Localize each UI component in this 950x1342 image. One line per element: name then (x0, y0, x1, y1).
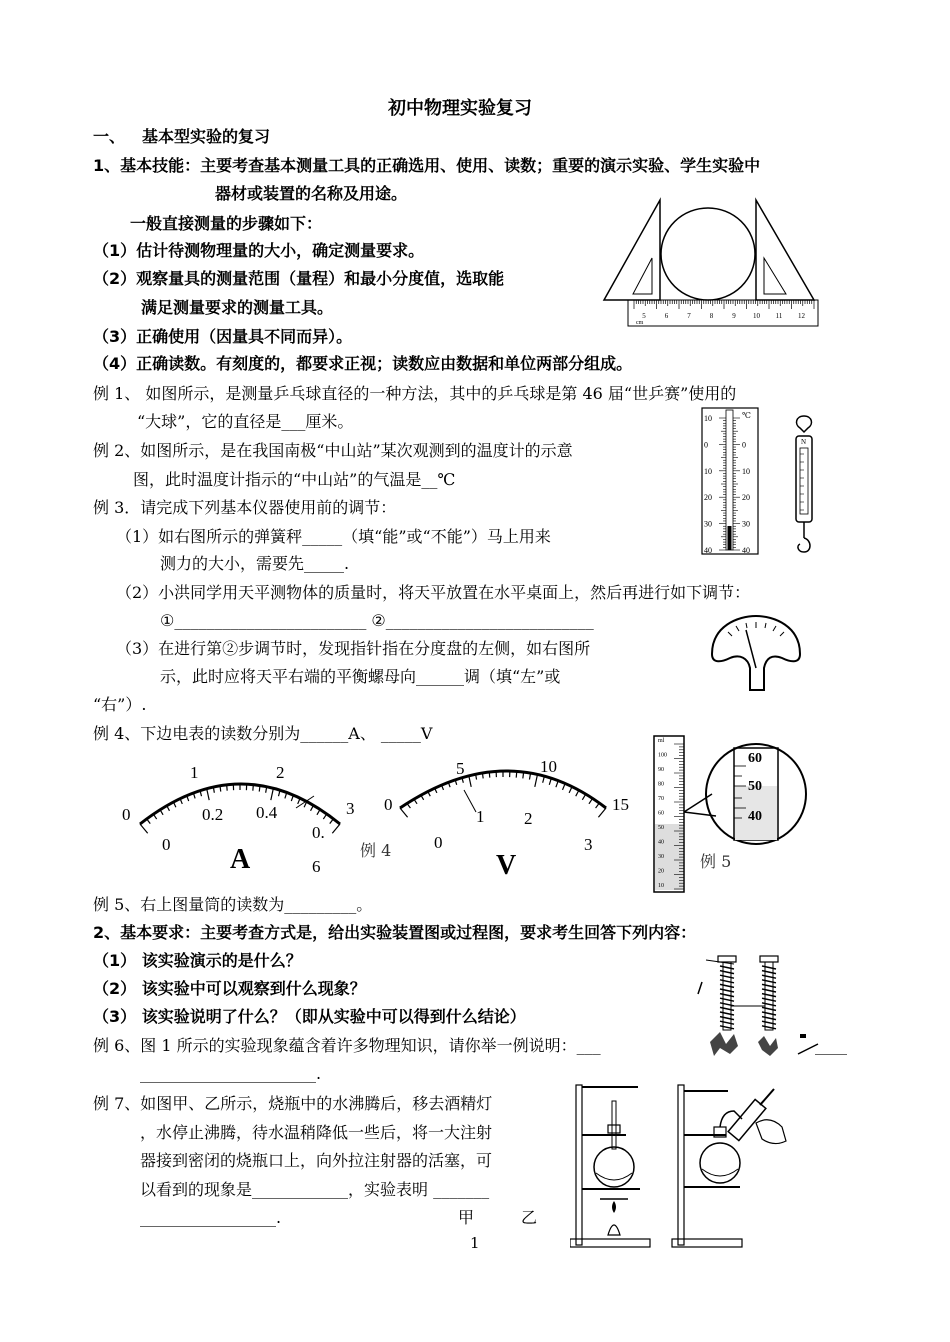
coil-turn (720, 1003, 734, 1006)
cylinder-left-label: 50 (658, 825, 664, 831)
coil-turn (720, 966, 734, 969)
spring-scale-unit: N (801, 438, 807, 446)
ex5-caption: 例 5 (700, 852, 732, 871)
voltmeter-bottom-0: 0 (434, 833, 443, 852)
voltmeter-bottom-1: 1 (476, 807, 485, 826)
step-3: （3）正确使用（因量具不同而异）。 (93, 327, 353, 346)
coil-turn (720, 1012, 734, 1015)
ruler-label: 12 (798, 312, 805, 320)
cylinder-left-label: ml (658, 738, 665, 744)
coil-turn (720, 1021, 734, 1024)
ex1-line2: “大球”，它的直径是___厘米。 (137, 412, 354, 431)
ammeter-bottom-2: 0.4 (256, 803, 278, 822)
meter-tick (147, 819, 151, 824)
thermometer-label-left: 10 (704, 466, 712, 476)
ruler-label: 10 (753, 312, 760, 320)
coil-turn (720, 971, 734, 974)
spring-scale-figure (782, 412, 826, 558)
cylinder-left-label: 30 (658, 854, 664, 860)
steps-intro: 一般直接测量的步骤如下： (130, 214, 323, 233)
ex1-line1: 例 1、 如图所示，是测量乒乓球直径的一种方法，其中的乒乓球是第 46 届“世乒赛”使用的 (93, 384, 737, 403)
voltmeter-bottom-2: 2 (524, 809, 533, 828)
meter-tick (227, 785, 228, 791)
cylinder-left-label: 20 (658, 868, 664, 875)
cylinder-left-label: 90 (658, 767, 664, 773)
step-4: （4）正确读数。有刻度的，都要求正视；读数应由数据和单位两部分组成。 (93, 354, 633, 373)
coil-turn (762, 971, 776, 974)
meter-tick (298, 798, 300, 804)
ex3-sub1b: 测力的大小，需要先_____. (160, 554, 350, 573)
coil-turn (720, 989, 734, 992)
ex3-sub3b: 示，此时应将天平右端的平衡螺母向______调（填“左”或 (160, 667, 561, 686)
ex2-line1: 例 2、如图所示，是在我国南极“中山站”某次观测到的温度计的示意 (93, 441, 573, 460)
thermometer-label-left: 30 (704, 519, 712, 529)
coil-turn (720, 984, 734, 987)
section-heading: 基本型实验的复习 (142, 127, 271, 146)
thermometer-label-right: 40 (742, 546, 750, 555)
meter-tick (330, 819, 334, 824)
thermometer-label-left: 10 (704, 414, 712, 423)
coil-turn (762, 1012, 776, 1015)
thermometer-label-right: 20 (742, 493, 750, 503)
meter-tick (285, 793, 287, 799)
ex7-line2: ，水停止沸腾，待水温稍降低一些后，将一大注射 (140, 1123, 493, 1142)
voltmeter-figure (380, 756, 642, 881)
ex4-line: 例 4、下边电表的读数分别为______A、 _____V (93, 724, 433, 743)
cylinder-left-label: 40 (658, 839, 664, 846)
meter-tick (311, 806, 314, 811)
thermometer-label-left: 40 (704, 546, 712, 555)
ruler-label: 5 (642, 312, 646, 320)
coil-turn (762, 1003, 776, 1006)
coil-turn (762, 975, 776, 978)
ex6-line1b: ____ (815, 1036, 847, 1055)
meter-tick (323, 814, 326, 819)
meter-tick (332, 824, 340, 833)
coil-turn (762, 1007, 776, 1010)
meter-tick (482, 772, 483, 778)
ammeter-top-3: 3 (346, 799, 355, 818)
ex7-line4: 以看到的现象是____________，实验表明 _______ (140, 1180, 490, 1199)
ammeter-unit: A (230, 844, 251, 875)
page-title: 初中物理实验复习 (388, 98, 532, 119)
meter-tick (259, 786, 260, 792)
meter-tick (140, 824, 148, 833)
meter-tick (207, 788, 210, 800)
meter-tick (253, 785, 254, 791)
section-number: 一、 (93, 127, 126, 146)
meter-tick (317, 810, 320, 815)
meter-tick (582, 795, 585, 800)
cylinder-left-label: 100 (658, 752, 667, 759)
item1-line2: 器材或装置的名称及用途。 (215, 184, 408, 203)
thermometer-figure (696, 406, 764, 556)
ex7-line5: _________________. (140, 1208, 282, 1227)
meter-tick (523, 772, 524, 778)
coil-turn (720, 994, 734, 997)
page-number: 1 (470, 1234, 480, 1252)
item1-label-text: 1、基本技能： (93, 156, 201, 175)
cylinder-scale-40: 40 (748, 809, 762, 824)
meter-tick (489, 772, 490, 778)
flask-apparatus-jia (570, 1075, 655, 1250)
voltmeter-top-0: 0 (384, 795, 393, 814)
cylinder-scale-60: 60 (748, 751, 762, 766)
coil-turn (762, 1017, 776, 1020)
balance-dial-figure (706, 612, 804, 694)
cylinder-left-label: 70 (658, 796, 664, 802)
voltmeter-top-2: 10 (540, 757, 557, 776)
ammeter-figure (118, 758, 363, 878)
ex3-line1: 例 3．请完成下列基本仪器使用前的调节： (93, 498, 397, 517)
voltmeter-top-1: 5 (456, 759, 465, 778)
meter-tick (576, 791, 579, 796)
ex5-line: 例 5、右上图量筒的读数为_________。 (93, 895, 373, 914)
ruler-label: 7 (687, 312, 691, 320)
ex6-line2: ______________________. (140, 1064, 322, 1083)
coil-turn (720, 980, 734, 983)
meter-tick (549, 779, 551, 785)
coil-turn (762, 966, 776, 969)
cylinder-left-label: 80 (658, 781, 664, 788)
coil-turn (762, 989, 776, 992)
ammeter-bottom-0: 0 (162, 835, 171, 854)
coil-turn (762, 980, 776, 983)
meter-tick (271, 788, 274, 800)
cylinder-left-label: 60 (658, 810, 664, 817)
ex3-sub2b: ①________________________ ②__________________________ (160, 611, 594, 630)
ex3-sub1a: （1）如右图所示的弹簧秤_____（填“能”或“不能”）马上用来 (116, 527, 551, 546)
item2-q1: （1） 该实验演示的是什么？ (93, 951, 302, 970)
cylinder-left-label: 10 (658, 883, 664, 889)
ammeter-top-2: 2 (276, 763, 285, 782)
step-2: （2）观察量具的测量范围（量程）和最小分度值，选取能 (93, 269, 505, 288)
coil-turn (720, 998, 734, 1001)
ex2-line2: 图，此时温度计指示的“中山站”的气温是__℃ (133, 470, 456, 489)
step-2-cont: 满足测量要求的测量工具。 (141, 298, 334, 317)
ruler-label: 6 (664, 312, 669, 320)
thermometer-label-right: 30 (742, 519, 750, 529)
voltmeter-top-3: 15 (612, 795, 629, 814)
ex7-line1: 例 7、如图甲、乙所示，烧瓶中的水沸腾后，移去酒精灯 (93, 1094, 493, 1113)
meter-tick (516, 772, 517, 778)
meter-tick (220, 786, 221, 792)
item1-line1: 主要考查基本测量工具的正确选用、使用、读数；重要的演示实验、学生实验中 (200, 156, 761, 175)
item1-label (93, 155, 760, 177)
apparatus-label-jia: 甲 (458, 1208, 475, 1227)
ruler-ball-figure (600, 196, 825, 330)
thermometer-label-left: 0 (704, 440, 708, 450)
thermometer-label-left: 20 (704, 493, 712, 503)
item2-q3: （3） 该实验说明了什么？（即从实验中可以得到什么结论） (93, 1007, 526, 1026)
ex3-sub3c: “右”）. (93, 695, 147, 714)
meter-tick (563, 784, 565, 790)
ammeter-top-1: 1 (190, 763, 199, 782)
thermometer-label-right: 0 (742, 440, 746, 450)
ruler-unit: cm (636, 320, 644, 326)
coil-turn (762, 984, 776, 987)
coil-turn (720, 975, 734, 978)
coil-turn (762, 1026, 776, 1029)
meter-tick (569, 787, 572, 792)
cylinder-scale-50: 50 (748, 779, 762, 794)
voltmeter-unit: V (496, 850, 517, 881)
ruler-label: 11 (775, 312, 783, 320)
coil-turn (762, 994, 776, 997)
coil-turn (720, 1017, 734, 1020)
ex3-sub3a: （3）在进行第②步调节时，发现指针指在分度盘的左侧，如右图所 (116, 639, 591, 658)
voltmeter-bottom-3: 3 (584, 835, 593, 854)
coil-turn (762, 998, 776, 1001)
meter-tick (596, 803, 600, 808)
electromagnet-figure (690, 950, 825, 1068)
ex6-line1: 例 6、图 1 所示的实验现象蕴含着许多物理知识，请你举一例说明：___ (93, 1036, 601, 1055)
coil-turn (720, 1007, 734, 1010)
meter-tick (598, 808, 606, 817)
meter-tick (400, 808, 408, 817)
ammeter-top-0: 0 (122, 805, 131, 824)
coil-turn (720, 1026, 734, 1029)
apparatus-label-yi: 乙 (521, 1208, 538, 1227)
meter-tick (556, 782, 558, 788)
meter-tick (529, 774, 530, 780)
meter-tick (589, 799, 592, 804)
step-1: （1）估计待测物理量的大小，确定测量要求。 (93, 241, 425, 260)
ex4-caption: 例 4 (360, 841, 392, 860)
coil-turn (762, 1021, 776, 1024)
meter-tick (543, 777, 545, 783)
flask-apparatus-yi (670, 1075, 795, 1250)
item2-q2: （2） 该实验中可以观察到什么现象？ (93, 979, 366, 998)
item2-line: 2、基本要求：主要考查方式是，给出实验装置图或过程图，要求考生回答下列内容： (93, 923, 697, 942)
ex3-sub2a: （2）小洪同学用天平测物体的质量时，将天平放置在水平桌面上，然后再进行如下调节： (116, 583, 751, 602)
ruler-label: 8 (709, 312, 714, 320)
ammeter-bottom-1: 0.2 (202, 805, 224, 824)
ex7-line3: 器接到密闭的烧瓶口上，向外拉注射器的活塞，可 (140, 1151, 493, 1170)
ammeter-bottom-4: 6 (312, 857, 321, 876)
meter-tick (535, 775, 538, 787)
thermometer-label-right: 10 (742, 466, 750, 476)
thermometer-unit: ℃ (742, 411, 751, 420)
ammeter-bottom-3: 0. (312, 823, 325, 842)
ruler-label: 9 (732, 312, 736, 320)
